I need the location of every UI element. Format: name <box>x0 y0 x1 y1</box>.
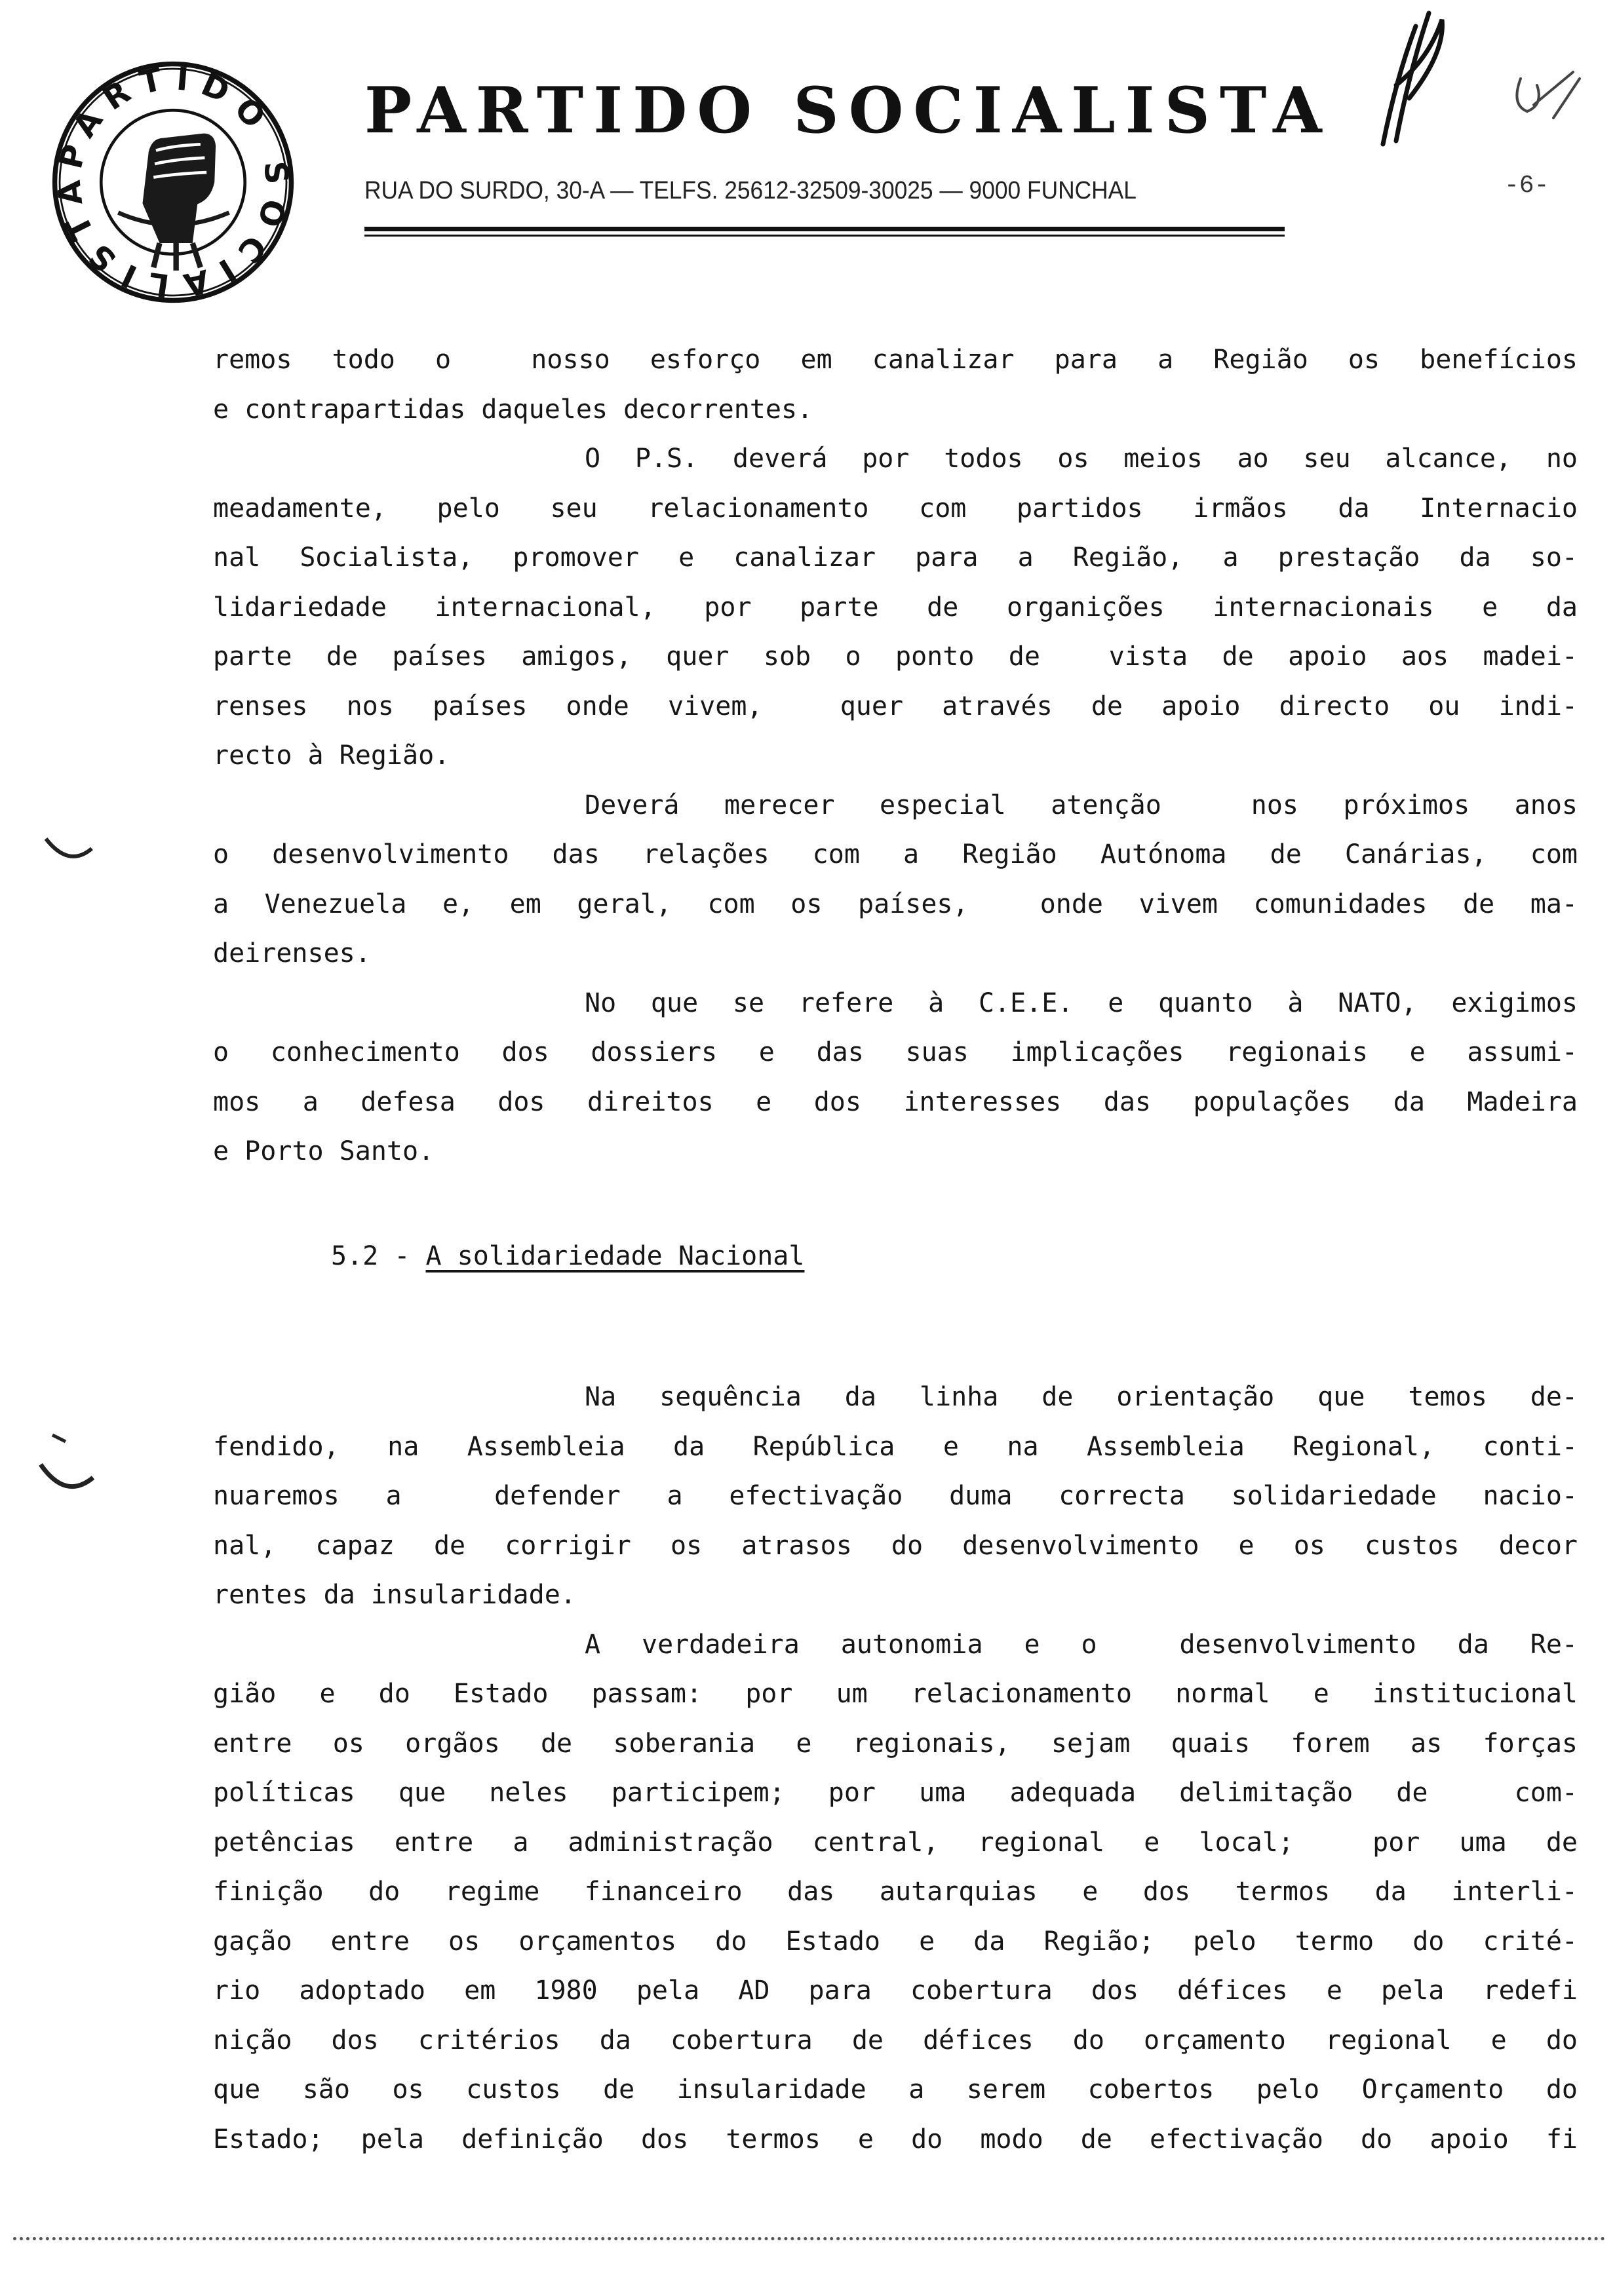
punch-hole-mark <box>39 832 98 871</box>
paragraph-2 <box>213 440 1578 786</box>
text-line: Na sequência da linha de orientação que temos de- <box>585 1382 1578 1412</box>
text-line: nal Socialista, promover e canalizar para a Região, a prestação da so- <box>213 543 1578 573</box>
text-line: renses nos países onde vivem, quer através de apoio directo ou indi- <box>213 691 1578 721</box>
paragraph-3 <box>213 786 1578 984</box>
header-rule-thin <box>364 235 1285 237</box>
punch-hole-mark <box>33 1428 98 1507</box>
text-line: nição dos critérios da cobertura de défices do orçamento regional e do <box>213 2025 1578 2056</box>
section-heading <box>213 1237 1578 1287</box>
section-title: A solidariedade Nacional <box>425 1240 805 1271</box>
text-line: petências entre a administração central, regional e local; por uma de <box>213 1827 1578 1858</box>
text-line: gião e do Estado passam: por um relacionamento normal e institucional <box>213 1679 1578 1709</box>
text-line: parte de países amigos, quer sob o ponto de vista de apoio aos madei- <box>213 641 1578 672</box>
paragraph-6 <box>213 1626 1578 2170</box>
text-line: remos todo o nosso esforço em canalizar para a Região os benefícios <box>213 345 1578 375</box>
organization-address: RUA DO SURDO, 30-A — TELFS. 25612-32509-30025 — 9000 FUNCHAL <box>364 177 1137 204</box>
page-number: -6- <box>1504 172 1549 200</box>
text-line: finição do regime financeiro das autarquias e dos termos da interli- <box>213 1877 1578 1907</box>
text-line: e Porto Santo. <box>213 1136 435 1166</box>
paragraph-5 <box>213 1378 1578 1626</box>
text-line: entre os orgãos de soberania e regionais, sejam quais forem as forças <box>213 1728 1578 1759</box>
text-line: rio adoptado em 1980 pela AD para cobertura dos défices e pela redefi <box>213 1976 1578 2006</box>
text-line: lidariedade internacional, por parte de organições internacionais e da <box>213 592 1578 622</box>
text-line: fendido, na Assembleia da República e na Assembleia Regional, conti- <box>213 1431 1578 1462</box>
text-line: rentes da insularidade. <box>213 1580 576 1610</box>
header-rule <box>364 227 1285 231</box>
text-line: meadamente, pelo seu relacionamento com partidos irmãos da Internacio <box>213 493 1578 524</box>
raised-fist-icon <box>118 134 229 271</box>
text-line: que são os custos de insularidade a serem cobertos pelo Orçamento do <box>213 2075 1578 2105</box>
text-line: nuaremos a defender a efectivação duma correcta solidariedade nacio- <box>213 1481 1578 1511</box>
paragraph-1 <box>213 341 1578 440</box>
text-line: Deverá merecer especial atenção nos próximos anos <box>585 790 1578 820</box>
text-line: Estado; pela definição dos termos e do modo de efectivação do apoio fi <box>213 2124 1578 2154</box>
handwritten-signature <box>1370 7 1593 157</box>
paragraph-4 <box>213 984 1578 1182</box>
document-body <box>213 341 1578 2170</box>
text-line: A verdadeira autonomia e o desenvolvimento da Re- <box>585 1629 1578 1660</box>
party-logo-emblem <box>51 60 295 304</box>
text-line: políticas que neles participem; por uma adequada delimitação de com- <box>213 1778 1578 1808</box>
organization-name: PARTIDO SOCIALISTA <box>364 73 1332 147</box>
text-line: nal, capaz de corrigir os atrasos do desenvolvimento e os custos decor <box>213 1530 1578 1561</box>
text-line: mos a defesa dos direitos e dos interesses das populações da Madeira <box>213 1086 1578 1117</box>
text-line: deirenses. <box>213 938 371 968</box>
logo-seal-text: PARTIDO SOCIALISTA <box>51 60 295 304</box>
text-line: o desenvolvimento das relações com a Região Autónoma de Canárias, com <box>213 839 1578 870</box>
text-line: recto à Região. <box>213 740 450 771</box>
scan-dotted-border <box>13 2237 1606 2240</box>
text-line: a Venezuela e, em geral, com os países, onde vivem comunidades de ma- <box>213 889 1578 919</box>
section-number: 5.2 - <box>331 1240 426 1271</box>
text-line: e contrapartidas daqueles decorrentes. <box>213 394 813 425</box>
text-line: gação entre os orçamentos do Estado e da Região; pelo termo do crité- <box>213 1926 1578 1957</box>
text-line: o conhecimento dos dossiers e das suas implicações regionais e assumi- <box>213 1037 1578 1067</box>
text-line: O P.S. deverá por todos os meios ao seu alcance, no <box>585 444 1578 474</box>
text-line: No que se refere à C.E.E. e quanto à NATO, exigimos <box>585 987 1578 1018</box>
